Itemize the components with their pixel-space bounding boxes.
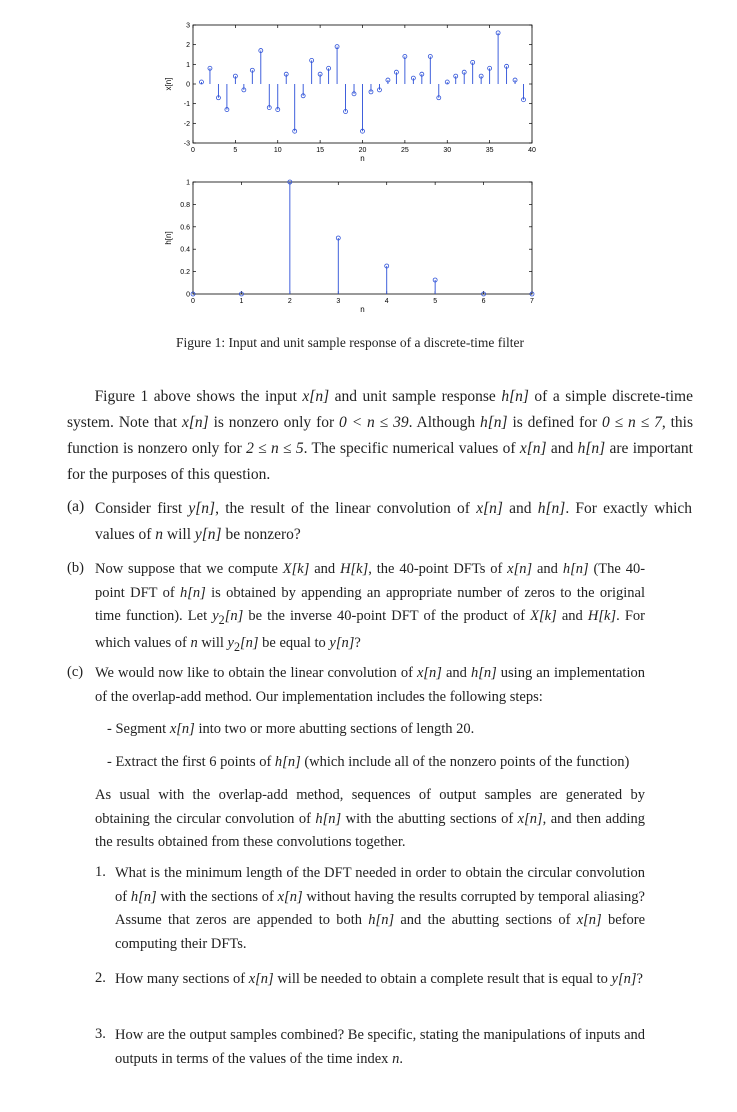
part-b-question: Now suppose that we compute X[k] and H[k], the 40-point DFTs of x[n] and h[n] (The 40-point DFT of h[n] is obtained by appending an appropriate number of zeros to the original time function). Let $y_2[n]$ be the inverse 40-point DFT of the product of X[k] and H[k]. For which values of n will $y_2[n]$ be equal to y[n]? bbox=[95, 561, 646, 655]
y-tick-label: 0.6 bbox=[180, 224, 190, 232]
x-tick-label: 0 bbox=[191, 298, 195, 305]
overlap-add-description: As usual with the overlap-add method, sequences of output samples are generated by obtaining the circular convolution of h[n] with the abutting sections of x[n], and then adding the results obtained from these convolutions together. bbox=[95, 787, 645, 850]
question-3: How are the output samples combined? Be specific, stating the manipulations of inputs and outputs in terms of the values of the time index n. bbox=[115, 1027, 645, 1067]
question-2: How many sections of x[n] will be needed to obtain a complete result that is equal to y[n]? bbox=[115, 971, 643, 987]
y-tick-label: 0.8 bbox=[180, 201, 190, 209]
y-tick-label: 1 bbox=[186, 179, 190, 187]
h-plot bbox=[164, 180, 534, 315]
y-tick-label: 2 bbox=[186, 42, 190, 50]
x-tick-label: 30 bbox=[443, 147, 452, 154]
part-a-question: Consider first y[n], the result of the linear convolution of x[n] and h[n]. For exactly which values of n will y[n] be nonzero? bbox=[95, 500, 693, 543]
x-tick-label: 15 bbox=[316, 147, 325, 154]
figure-caption: Figure 1: Input and unit sample response of a discrete-time filter bbox=[176, 335, 524, 350]
y-tick-label: 3 bbox=[186, 22, 190, 30]
y-tick-label: 0.2 bbox=[180, 269, 190, 277]
plot-frame bbox=[193, 182, 532, 294]
x-tick-label: 5 bbox=[233, 147, 238, 154]
x-axis-label: n bbox=[360, 305, 365, 314]
x-tick-label: 40 bbox=[528, 147, 536, 154]
x-tick-label: 25 bbox=[400, 147, 409, 154]
y-tick-label: -3 bbox=[183, 140, 190, 148]
x-tick-label: 5 bbox=[433, 298, 438, 305]
x-tick-label: 7 bbox=[530, 298, 534, 305]
intro-paragraph: Figure 1 above shows the input x[n] and unit sample response h[n] of a simple discrete-time system. Note that x[n] is nonzero only for 0 < n ≤ 39. Although h[n] is defined for 0 ≤ n ≤ 7, this function is nonzero only for 2 ≤ n ≤ 5. The specific numerical values of x[n] and h[n] are important for the purposes of this question. bbox=[67, 388, 694, 483]
x-tick-label: 1 bbox=[239, 298, 244, 305]
x-axis-label: n bbox=[360, 154, 365, 163]
question-1-number: 1. bbox=[95, 864, 106, 880]
x-tick-label: 10 bbox=[273, 147, 282, 154]
x-tick-label: 35 bbox=[485, 147, 494, 154]
question-2-number: 2. bbox=[95, 970, 106, 986]
x-tick-label: 2 bbox=[287, 298, 292, 305]
x-tick-label: 0 bbox=[191, 147, 195, 154]
y-tick-label: 0 bbox=[186, 291, 190, 299]
x-tick-label: 6 bbox=[481, 298, 486, 305]
y-tick-label: -2 bbox=[183, 120, 190, 128]
x-plot bbox=[164, 23, 536, 164]
step-segment: - Segment x[n] into two or more abutting sections of length 20. bbox=[107, 721, 475, 737]
y-tick-label: 0 bbox=[186, 81, 190, 89]
part-b-label: (b) bbox=[67, 560, 84, 576]
step-extract: - Extract the first 6 points of h[n] (which include all of the nonzero points of the function) bbox=[107, 754, 630, 770]
y-tick-label: 1 bbox=[186, 61, 190, 69]
part-c-label: (c) bbox=[67, 664, 84, 680]
part-c-intro: We would now like to obtain the linear convolution of x[n] and h[n] using an implementation of the overlap-add method. Our implementation includes the following steps: bbox=[95, 665, 645, 705]
x-tick-label: 3 bbox=[336, 298, 341, 305]
question-1: What is the minimum length of the DFT needed in order to obtain the circular convolution of h[n] with the sections of x[n] without having the results corrupted by temporal aliasing? Assume that zeros are appended to both h[n] and the abutting sections of x[n] before computing their DFTs. bbox=[115, 865, 646, 952]
x-tick-label: 4 bbox=[384, 298, 389, 305]
y-axis-label: x[n] bbox=[164, 77, 173, 91]
y-tick-label: 0.4 bbox=[180, 246, 190, 254]
figure-1 bbox=[0, 0, 737, 330]
question-3-number: 3. bbox=[95, 1026, 106, 1042]
x-tick-label: 20 bbox=[358, 147, 367, 154]
part-a-label: (a) bbox=[67, 498, 85, 515]
y-tick-label: -1 bbox=[183, 101, 190, 109]
y-axis-label: h[n] bbox=[164, 231, 173, 245]
